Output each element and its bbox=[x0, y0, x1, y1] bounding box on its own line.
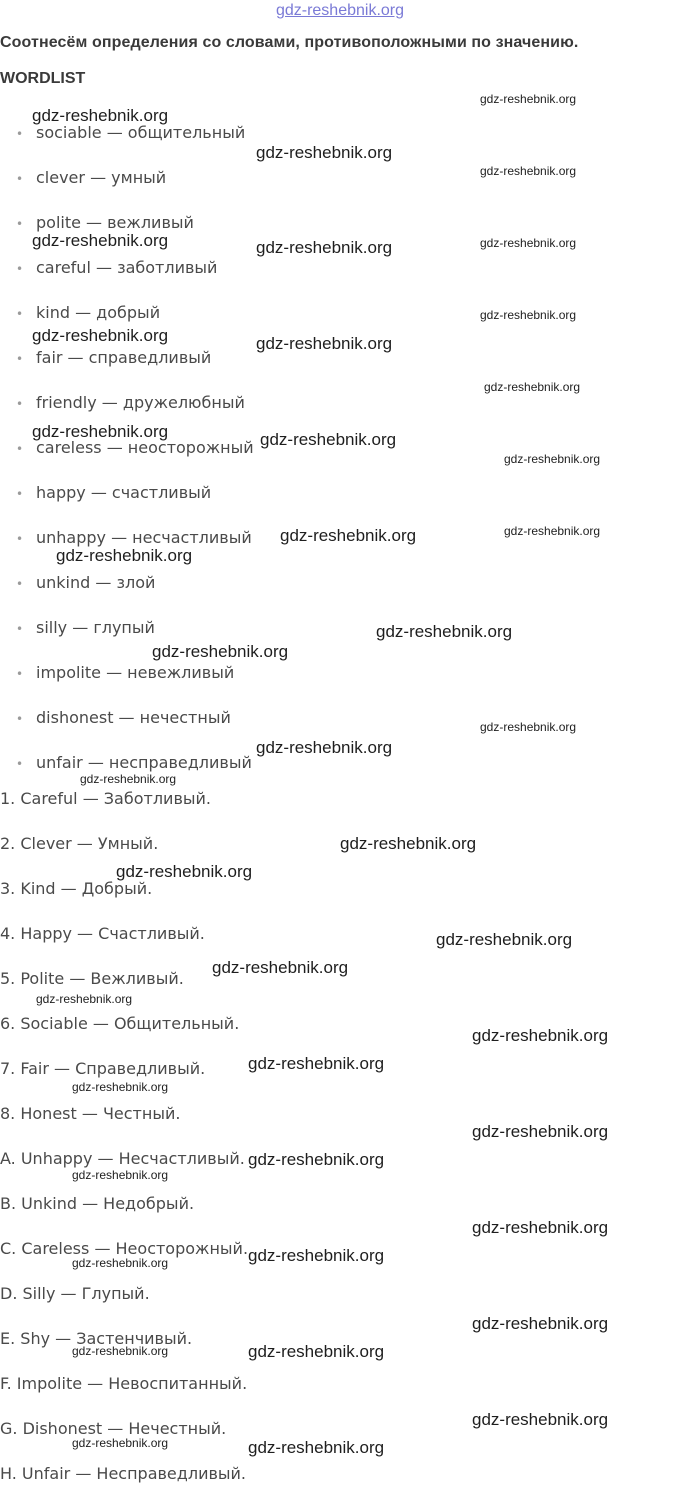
wordlist-item: • careful — заботливый bbox=[16, 258, 218, 277]
bullet-icon: • bbox=[16, 442, 24, 456]
bullet-icon: • bbox=[16, 712, 24, 726]
answer-item: 5. Polite — Вежливый. bbox=[0, 969, 184, 988]
answer-item: C. Careless — Неосторожный. bbox=[0, 1239, 249, 1258]
watermark: gdz-reshebnik.org bbox=[256, 143, 393, 162]
site-title-link[interactable]: gdz-reshebnik.org bbox=[275, 2, 405, 19]
bullet-icon: • bbox=[16, 487, 24, 501]
wordlist-item: • friendly — дружелюбный bbox=[16, 393, 245, 412]
bullet-icon: • bbox=[16, 352, 24, 366]
watermark: gdz-reshebnik.org bbox=[248, 1054, 385, 1073]
watermark: gdz-reshebnik.org bbox=[116, 862, 253, 881]
watermark: gdz-reshebnik.org bbox=[72, 1256, 169, 1270]
wordlist-heading: WORDLIST bbox=[0, 70, 86, 87]
answer-item: 7. Fair — Справедливый. bbox=[0, 1059, 206, 1078]
watermark: gdz-reshebnik.org bbox=[376, 622, 513, 641]
watermark: gdz-reshebnik.org bbox=[248, 1438, 385, 1457]
watermark: gdz-reshebnik.org bbox=[248, 1150, 385, 1169]
watermark: gdz-reshebnik.org bbox=[504, 452, 601, 466]
wordlist-item: • careless — неосторожный bbox=[16, 438, 254, 457]
bullet-icon: • bbox=[16, 757, 24, 771]
watermark: gdz-reshebnik.org bbox=[260, 430, 397, 449]
watermark: gdz-reshebnik.org bbox=[72, 1080, 169, 1094]
watermark: gdz-reshebnik.org bbox=[212, 958, 349, 977]
watermark: gdz-reshebnik.org bbox=[256, 738, 393, 757]
watermark: gdz-reshebnik.org bbox=[256, 334, 393, 353]
watermark: gdz-reshebnik.org bbox=[472, 1122, 609, 1141]
watermark: gdz-reshebnik.org bbox=[484, 380, 581, 394]
answer-item: H. Unfair — Несправедливый. bbox=[0, 1464, 247, 1483]
bullet-icon: • bbox=[16, 577, 24, 591]
bullet-icon: • bbox=[16, 667, 24, 681]
bullet-icon: • bbox=[16, 532, 24, 546]
watermark: gdz-reshebnik.org bbox=[436, 930, 573, 949]
wordlist-item: • silly — глупый bbox=[16, 618, 155, 637]
watermark: gdz-reshebnik.org bbox=[152, 642, 289, 661]
answer-item: A. Unhappy — Несчастливый. bbox=[0, 1149, 245, 1168]
answer-item: E. Shy — Застенчивый. bbox=[0, 1329, 193, 1348]
wordlist-item: • kind — добрый bbox=[16, 303, 161, 322]
watermark: gdz-reshebnik.org bbox=[472, 1410, 609, 1429]
answer-item: 1. Careful — Заботливый. bbox=[0, 789, 211, 808]
bullet-icon: • bbox=[16, 127, 24, 141]
answer-item: D. Silly — Глупый. bbox=[0, 1284, 150, 1303]
watermark: gdz-reshebnik.org bbox=[248, 1246, 385, 1265]
watermark: gdz-reshebnik.org bbox=[72, 1344, 169, 1358]
answer-item: F. Impolite — Невоспитанный. bbox=[0, 1374, 248, 1393]
bullet-icon: • bbox=[16, 262, 24, 276]
watermark: gdz-reshebnik.org bbox=[480, 308, 577, 322]
wordlist-item: • polite — вежливый bbox=[16, 213, 194, 232]
task-instruction: Соотнесём определения со словами, противоположными по значению. bbox=[0, 34, 579, 51]
watermark: gdz-reshebnik.org bbox=[480, 720, 577, 734]
watermark: gdz-reshebnik.org bbox=[32, 326, 169, 345]
watermark: gdz-reshebnik.org bbox=[32, 422, 169, 441]
watermark: gdz-reshebnik.org bbox=[480, 164, 577, 178]
watermark: gdz-reshebnik.org bbox=[248, 1342, 385, 1361]
wordlist-item: • unhappy — несчастливый bbox=[16, 528, 252, 547]
watermark: gdz-reshebnik.org bbox=[480, 92, 577, 106]
answer-item: 6. Sociable — Общительный. bbox=[0, 1014, 240, 1033]
wordlist-item: • unfair — несправедливый bbox=[16, 753, 252, 772]
watermark: gdz-reshebnik.org bbox=[256, 238, 393, 257]
bullet-icon: • bbox=[16, 397, 24, 411]
answer-item: 3. Kind — Добрый. bbox=[0, 879, 153, 898]
wordlist-item: • impolite — невежливый bbox=[16, 663, 235, 682]
watermark: gdz-reshebnik.org bbox=[472, 1026, 609, 1045]
answer-item: 2. Clever — Умный. bbox=[0, 834, 159, 853]
bullet-icon: • bbox=[16, 217, 24, 231]
watermark: gdz-reshebnik.org bbox=[472, 1314, 609, 1333]
watermark: gdz-reshebnik.org bbox=[480, 236, 577, 250]
answer-item: G. Dishonest — Нечестный. bbox=[0, 1419, 227, 1438]
answer-item: 8. Honest — Честный. bbox=[0, 1104, 181, 1123]
wordlist-item: • unkind — злой bbox=[16, 573, 156, 592]
watermark: gdz-reshebnik.org bbox=[72, 1436, 169, 1450]
watermark: gdz-reshebnik.org bbox=[340, 834, 477, 853]
bullet-icon: • bbox=[16, 172, 24, 186]
watermark: gdz-reshebnik.org bbox=[80, 772, 177, 786]
wordlist-item: • clever — умный bbox=[16, 168, 167, 187]
bullet-icon: • bbox=[16, 622, 24, 636]
bullet-icon: • bbox=[16, 307, 24, 321]
watermark: gdz-reshebnik.org bbox=[32, 231, 169, 250]
answer-item: 4. Happy — Счастливый. bbox=[0, 924, 205, 943]
watermark: gdz-reshebnik.org bbox=[36, 992, 133, 1006]
watermark: gdz-reshebnik.org bbox=[472, 1218, 609, 1237]
watermark: gdz-reshebnik.org bbox=[72, 1168, 169, 1182]
watermark: gdz-reshebnik.org bbox=[280, 526, 417, 545]
wordlist-item: • fair — справедливый bbox=[16, 348, 212, 367]
wordlist-item: • dishonest — нечестный bbox=[16, 708, 231, 727]
watermark: gdz-reshebnik.org bbox=[504, 524, 601, 538]
wordlist-item: • sociable — общительный bbox=[16, 123, 246, 142]
wordlist-item: • happy — счастливый bbox=[16, 483, 212, 502]
answer-item: B. Unkind — Недобрый. bbox=[0, 1194, 195, 1213]
watermark: gdz-reshebnik.org bbox=[56, 546, 193, 565]
watermark: gdz-reshebnik.org bbox=[32, 106, 169, 125]
